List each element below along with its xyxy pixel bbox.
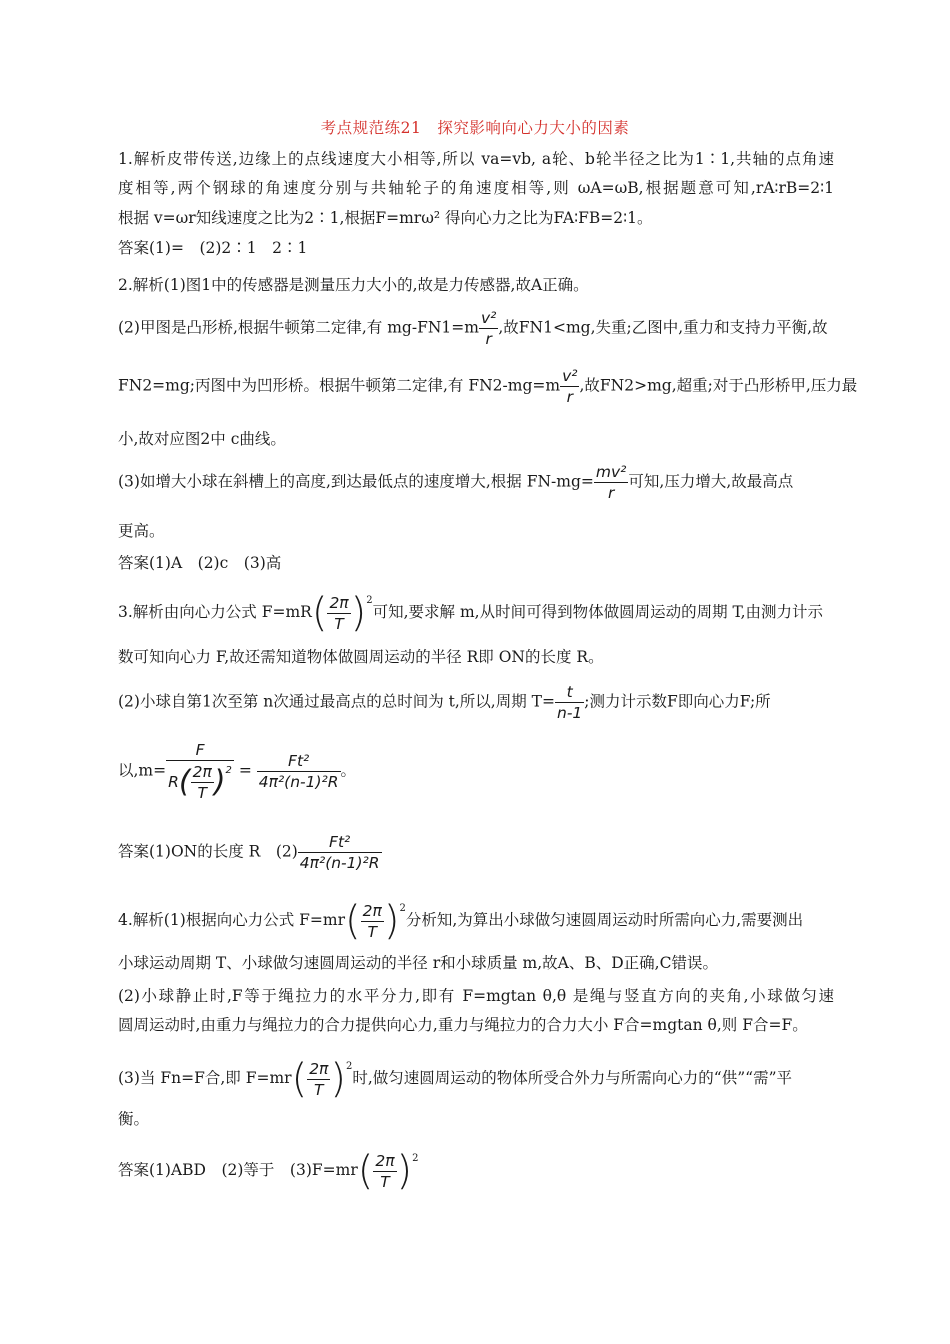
fraction-v2-over-r	[479, 308, 498, 349]
q1-line1: 1.解析皮带传送,边缘上的点线速度大小相等,所以 va=vb, a轮、b轮半径之比为1∶1,共轴的点角速	[118, 150, 834, 168]
q4-line4: 圆周运动时,由重力与绳拉力的合力提供向心力,重力与绳拉力的合力大小 F合=mgtan θ,则 F合=F。	[118, 1016, 808, 1034]
q2-line2-text-b: ,故FN1<mg,失重;乙图中,重力和支持力平衡,故	[498, 318, 828, 337]
q4-line2: 小球运动周期 T、小球做匀速圆周运动的半径 r和小球质量 m,故A、B、D正确,C错误。	[118, 954, 718, 972]
frac-denominator: r	[485, 330, 492, 348]
fraction-mv2-over-r	[594, 462, 629, 503]
q3-line3-text-b: ;测力计示数F即向心力F;所	[584, 692, 771, 711]
q2-line4: 小,故对应图2中 c曲线。	[118, 430, 286, 448]
fraction-v2-over-r	[560, 366, 579, 407]
q3-line2: 数可知向心力 F,故还需知道物体做圆周运动的半径 R即 ON的长度 R。	[118, 648, 604, 666]
frac-numerator: v²	[480, 309, 497, 327]
q2-answer: 答案(1)A (2)c (3)高	[118, 554, 282, 572]
fraction-t-over-n-minus-1: $\frac{t}{n-1}$	[557, 683, 583, 722]
fraction-Ft2-over-denominator: $\frac{\text{Ft²}}{\text{4π²(n-1)²R}}$	[258, 752, 339, 791]
q2-line5-text-b: 可知,压力增大,故最高点	[628, 472, 794, 491]
frac-denominator: r	[607, 484, 615, 502]
q2-line2	[118, 308, 828, 349]
q3-answer-text: 答案(1)ON的长度 R (2)	[118, 842, 298, 861]
fraction-Ft2-over-denominator: $\frac{\text{Ft²}}{\text{4π²(n-1)²R}}$	[299, 833, 380, 872]
q4-line6: 衡。	[118, 1110, 150, 1128]
q2-line5	[118, 462, 793, 503]
frac-numerator: v²	[562, 367, 578, 385]
fraction-2pi-over-T: $\frac{2\pi}{T}$	[329, 593, 349, 633]
q2-line1: 2.解析(1)图1中的传感器是测量压力大小的,故是力传感器,故A正确。	[118, 276, 589, 294]
q4-answer: 答案(1)ABD (2)等于 (3)F=mr( $\frac{2\pi}{T}$ )$^2$	[118, 1148, 419, 1194]
fraction-2pi-over-T: $\frac{2\pi}{T}$	[362, 901, 382, 941]
q4-line1: 4.解析(1)根据向心力公式 F=mr( $\frac{2\pi}{T}$ )$^2$分析知,为算出小球做匀速圆周运动时所需向心力,需要测出	[118, 898, 804, 944]
fraction-2pi-over-T: $\frac{2\pi}{T}$	[309, 1059, 329, 1099]
q1-line3: 根据 v=ωr知线速度之比为2∶1,根据F=mrω² 得向心力之比为FA∶FB=2∶1。	[118, 209, 653, 227]
q4-line3: (2)小球静止时,F等于绳拉力的水平分力,即有 F=mgtan θ,θ 是绳与竖直方向的夹角,小球做匀速	[118, 987, 834, 1005]
frac-numerator: mv²	[595, 463, 627, 481]
q3-line4: 以,m= F R( $\frac{2\pi}{T}$ )$^2$ = $\frac{\text{Ft²}}{\text{4π²(n-1)²R}}$ 。	[118, 741, 357, 802]
q4-answer-text: 答案(1)ABD (2)等于 (3)F=mr	[118, 1161, 358, 1179]
q2-line3	[118, 366, 857, 407]
q3-line3-text-a: (2)小球自第1次至第 n次通过最高点的总时间为 t,所以,周期 T=	[118, 692, 555, 711]
q4-line1-text-a: 4.解析(1)根据向心力公式 F=mr	[118, 911, 346, 929]
fraction-F-over-R-2pi-T-squared: F R( $\frac{2\pi}{T}$ )$^2$	[168, 741, 232, 802]
q3-line1-text-a: 3.解析由向心力公式 F=mR	[118, 603, 312, 621]
q4-line1-text-b: 分析知,为算出小球做匀速圆周运动时所需向心力,需要测出	[405, 911, 804, 929]
q3-line4-text-b: 。	[340, 761, 357, 780]
q2-line2-text-a: (2)甲图是凸形桥,根据牛顿第二定律,有 mg-FN1=m	[118, 318, 479, 337]
q4-line5-text-a: (3)当 Fn=F合,即 F=mr	[118, 1069, 292, 1087]
q2-line5-text-a: (3)如增大小球在斜槽上的高度,到达最低点的速度增大,根据 FN-mg=	[118, 472, 594, 491]
q1-answer: 答案(1)= (2)2∶1 2∶1	[118, 239, 308, 257]
q3-line4-text-a: 以,m=	[118, 761, 167, 780]
q2-line3-text-b: ,故FN2>mg,超重;对于凸形桥甲,压力最	[579, 376, 858, 395]
q2-line3-text-a: FN2=mg;丙图中为凹形桥。根据牛顿第二定律,有 FN2-mg=m	[118, 376, 561, 395]
q4-line5: (3)当 Fn=F合,即 F=mr( $\frac{2\pi}{T}$ )$^2$时,做匀速圆周运动的物体所受合外力与所需向心力的“供”“需”平	[118, 1056, 793, 1102]
fraction-2pi-over-T: $\frac{2\pi}{T}$	[375, 1151, 395, 1191]
q4-line5-text-b: 时,做匀速圆周运动的物体所受合外力与所需向心力的“供”“需”平	[352, 1069, 793, 1087]
q3-answer	[118, 832, 382, 873]
q3-line1: 3.解析由向心力公式 F=mR( $\frac{2\pi}{T}$ )$^2$可知,要求解 m,从时间可得到物体做圆周运动的周期 T,由测力计示	[118, 590, 824, 636]
q1-line2: 度相等,两个钢球的角速度分别与共轴轮子的角速度相等,则 ωA=ωB,根据题意可知,rA∶rB=2∶1	[118, 179, 834, 197]
frac-denominator: r	[566, 388, 573, 406]
q3-line1-text-b: 可知,要求解 m,从时间可得到物体做圆周运动的周期 T,由测力计示	[372, 603, 824, 621]
q3-line3	[118, 682, 771, 723]
q2-line6: 更高。	[118, 522, 165, 540]
page-title: 考点规范练21 探究影响向心力大小的因素	[320, 119, 630, 137]
